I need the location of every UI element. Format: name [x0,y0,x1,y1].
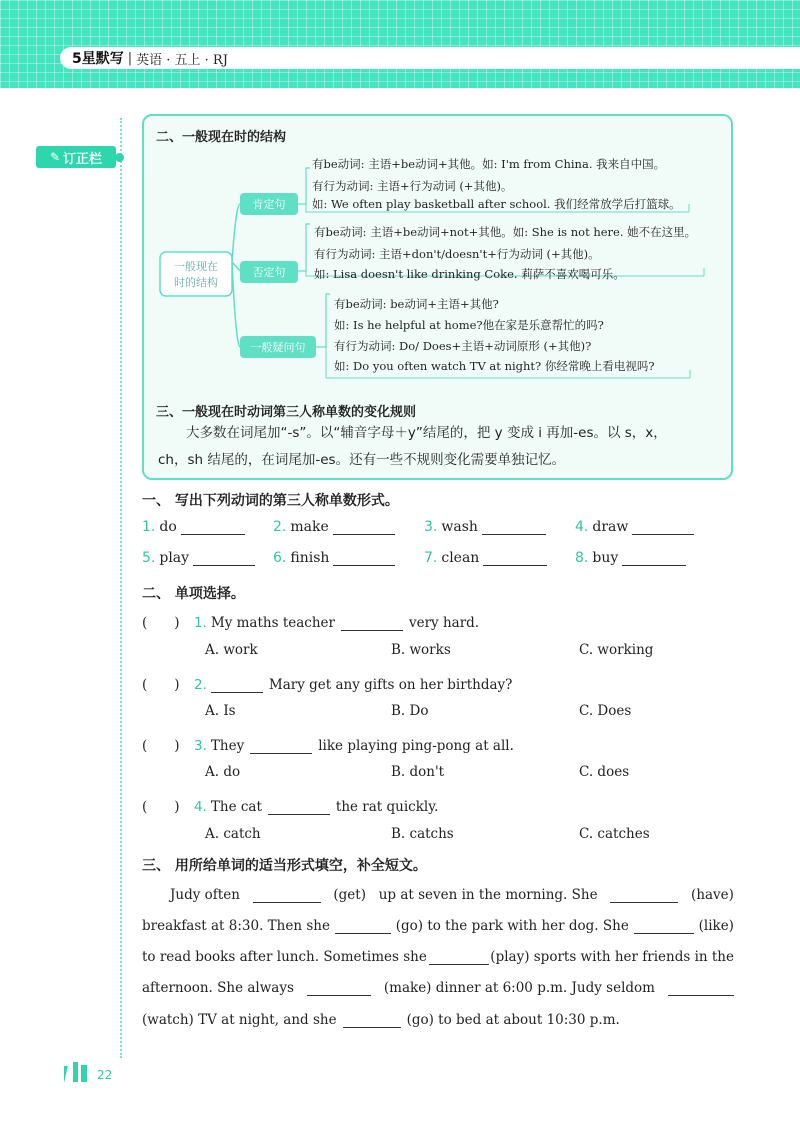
passage-text: breakfast at 8:30. Then she [142,918,330,934]
question-text-post: Mary get any gifts on her birthday? [268,677,513,693]
question-number: 1. [194,615,207,631]
subject-label: 英语 · 五上 · RJ [136,52,228,68]
passage-text: (go) to bed at about 10:30 p.m. [406,1012,620,1028]
connector-affirmative [232,204,240,262]
verb-word: draw [592,519,629,535]
question-line: 有行为动词: Do/ Does+主语+动词原形 (+其他)? [334,339,592,353]
part3-title: 三、 用所给单词的适当形式填空，补全短文。 [142,858,427,874]
passage-text: (play) sports with her friends in the [490,949,734,965]
answer-blank[interactable] [622,552,686,566]
question-line: 如: Is he helpful at home?他在家是乐意帮忙的吗? [334,318,604,332]
answer-blank[interactable] [193,552,255,566]
question-blank [250,740,312,754]
option-c[interactable]: C. catches [579,826,650,842]
affirmative-line: 如: We often play basketball after school. 我们经常放学后打篮球。 [312,197,681,211]
section3-title: 三、一般现在时动词第三人称单数的变化规则 [156,405,417,420]
question-blank [341,617,403,631]
brand-title: 5星默写 [72,51,124,67]
verb-item [575,550,686,566]
correction-tag [36,146,116,168]
header-band [0,0,800,88]
option-c[interactable]: C. Does [579,703,632,719]
passage-text: Judy often [170,887,240,903]
option-a[interactable]: A. work [205,642,258,658]
affirmative-line: 有be动词: 主语+be动词+其他。如: I'm from China. 我来自中国。 [312,157,666,171]
item-number: 8. [575,550,589,566]
negative-line: 如: Lisa doesn't like drinking Coke. 莉萨不喜欢喝可乐。 [314,267,625,281]
option-a[interactable]: A. Is [205,703,236,719]
passage-blank[interactable] [253,889,321,903]
passage-text: up at seven in the morning. She [378,887,598,903]
item-number: 2. [273,519,287,535]
negative-line: 有行为动词: 主语+don't/doesn't+行为动词 (+其他)。 [314,247,600,261]
tag-dot [115,153,124,162]
passage-text: (go) to the park with her dog. She [395,918,629,934]
passage-text: (make) dinner at 6:00 p.m. Judy seldom [383,980,655,996]
question-line: 有be动词: be动词+主语+其他? [334,297,499,311]
passage-blank[interactable] [343,1014,401,1028]
question-text-post: like playing ping-pong at all. [318,738,514,754]
item-number: 5. [142,550,156,566]
header-divider: | [127,50,133,66]
question-text-pre: My maths teacher [210,615,335,631]
question-blank [211,679,263,693]
option-b[interactable]: B. catchs [391,826,454,842]
option-b[interactable]: B. Do [391,703,429,719]
question-row [142,673,512,693]
passage-text: (get) [333,887,366,903]
verb-item [273,519,395,535]
passage-line [142,949,734,965]
answer-paren[interactable]: ( ) [142,799,180,815]
option-b[interactable]: B. don't [391,764,445,780]
question-number: 2. [194,677,207,693]
question-number: 4. [194,799,207,815]
answer-blank[interactable] [333,521,395,535]
passage-text: (have) [691,887,734,903]
item-number: 3. [424,519,438,535]
passage-text: to read books after lunch. Sometimes she [142,949,427,965]
answer-paren[interactable]: ( ) [142,615,180,631]
passage-blank[interactable] [429,951,489,965]
answer-paren[interactable]: ( ) [142,738,180,754]
grammar-review-box [142,114,733,480]
option-c[interactable]: C. working [579,642,654,658]
answer-paren[interactable]: ( ) [142,677,180,693]
verb-item [142,550,255,566]
affirmative-node-label: 肯定句 [252,198,286,211]
section3-paragraph-line1: 大多数在词尾加“-s”。以“辅音字母＋y”结尾的，把 y 变成 i 再加-es。以 s，x， [186,425,667,441]
verb-item [424,519,546,535]
affirmative-line: 有行为动词: 主语+行为动词 (+其他)。 [312,179,513,193]
option-a[interactable]: A. do [205,764,241,780]
passage-blank[interactable] [610,889,678,903]
answer-blank[interactable] [483,552,547,566]
books-icon [64,1060,94,1082]
passage-blank[interactable] [335,920,391,934]
verb-word: finish [290,550,330,566]
verb-item [575,519,694,535]
option-b[interactable]: B. works [391,642,451,658]
item-number: 4. [575,519,589,535]
verb-item [142,519,245,535]
correction-tag-label: 订正栏 [63,151,103,167]
answer-blank[interactable] [482,521,546,535]
question-text-post: very hard. [408,615,480,631]
verb-item [273,550,395,566]
root-node-line2: 时的结构 [174,276,218,289]
passage-blank[interactable] [668,982,734,996]
item-number: 7. [424,550,438,566]
verb-word: clean [441,550,480,566]
passage-line [142,887,734,903]
connector-question [232,262,240,347]
passage-text: (like) [698,918,734,934]
section3-paragraph-line2: ch，sh 结尾的，在词尾加-es。还有一些不规则变化需要单独记忆。 [158,452,566,468]
passage-text: (watch) TV at night, and she [142,1012,337,1028]
root-node-line1: 一般现在 [174,260,218,273]
question-text-pre: They [210,738,245,754]
passage-blank[interactable] [307,982,371,996]
passage-line [142,918,734,934]
passage-line [142,1012,734,1028]
part2-title: 二、 单项选择。 [142,586,245,602]
verb-word: buy [592,550,619,566]
correction-column-divider [120,118,122,1058]
question-text-pre: The cat [210,799,262,815]
verb-word: make [290,519,329,535]
item-number: 1. [142,519,156,535]
verb-word: do [159,519,177,535]
question-node-label: 一般疑问句 [250,341,306,354]
section2-title: 二、一般现在时的结构 [156,130,287,145]
answer-blank[interactable] [333,552,395,566]
question-row [142,611,479,631]
question-blank [268,801,330,815]
question-row [142,734,514,754]
connector-negative [232,262,240,271]
root-node [160,252,232,296]
part1-title: 一、 写出下列动词的第三人称单数形式。 [142,493,399,509]
question-text-post: the rat quickly. [335,799,439,815]
passage-text: afternoon. She always [142,980,294,996]
answer-blank[interactable] [181,521,245,535]
question-line: 如: Do you often watch TV at night? 你经常晚上看电视吗? [334,359,655,373]
option-c[interactable]: C. does [579,764,630,780]
verb-word: wash [441,519,478,535]
verb-item [424,550,547,566]
answer-blank[interactable] [632,521,694,535]
question-number: 3. [194,738,207,754]
header-bar [60,47,800,69]
passage-blank[interactable] [634,920,694,934]
page-number: 22 [97,1068,113,1082]
option-a[interactable]: A. catch [205,826,261,842]
negative-node-label: 否定句 [252,266,286,279]
passage-line [142,980,734,996]
item-number: 6. [273,550,287,566]
verb-word: play [159,550,190,566]
negative-line: 有be动词: 主语+be动词+not+其他。如: She is not here. 她不在这里。 [314,225,697,239]
pencil-icon: ✎ [49,150,61,164]
question-row [142,795,438,815]
